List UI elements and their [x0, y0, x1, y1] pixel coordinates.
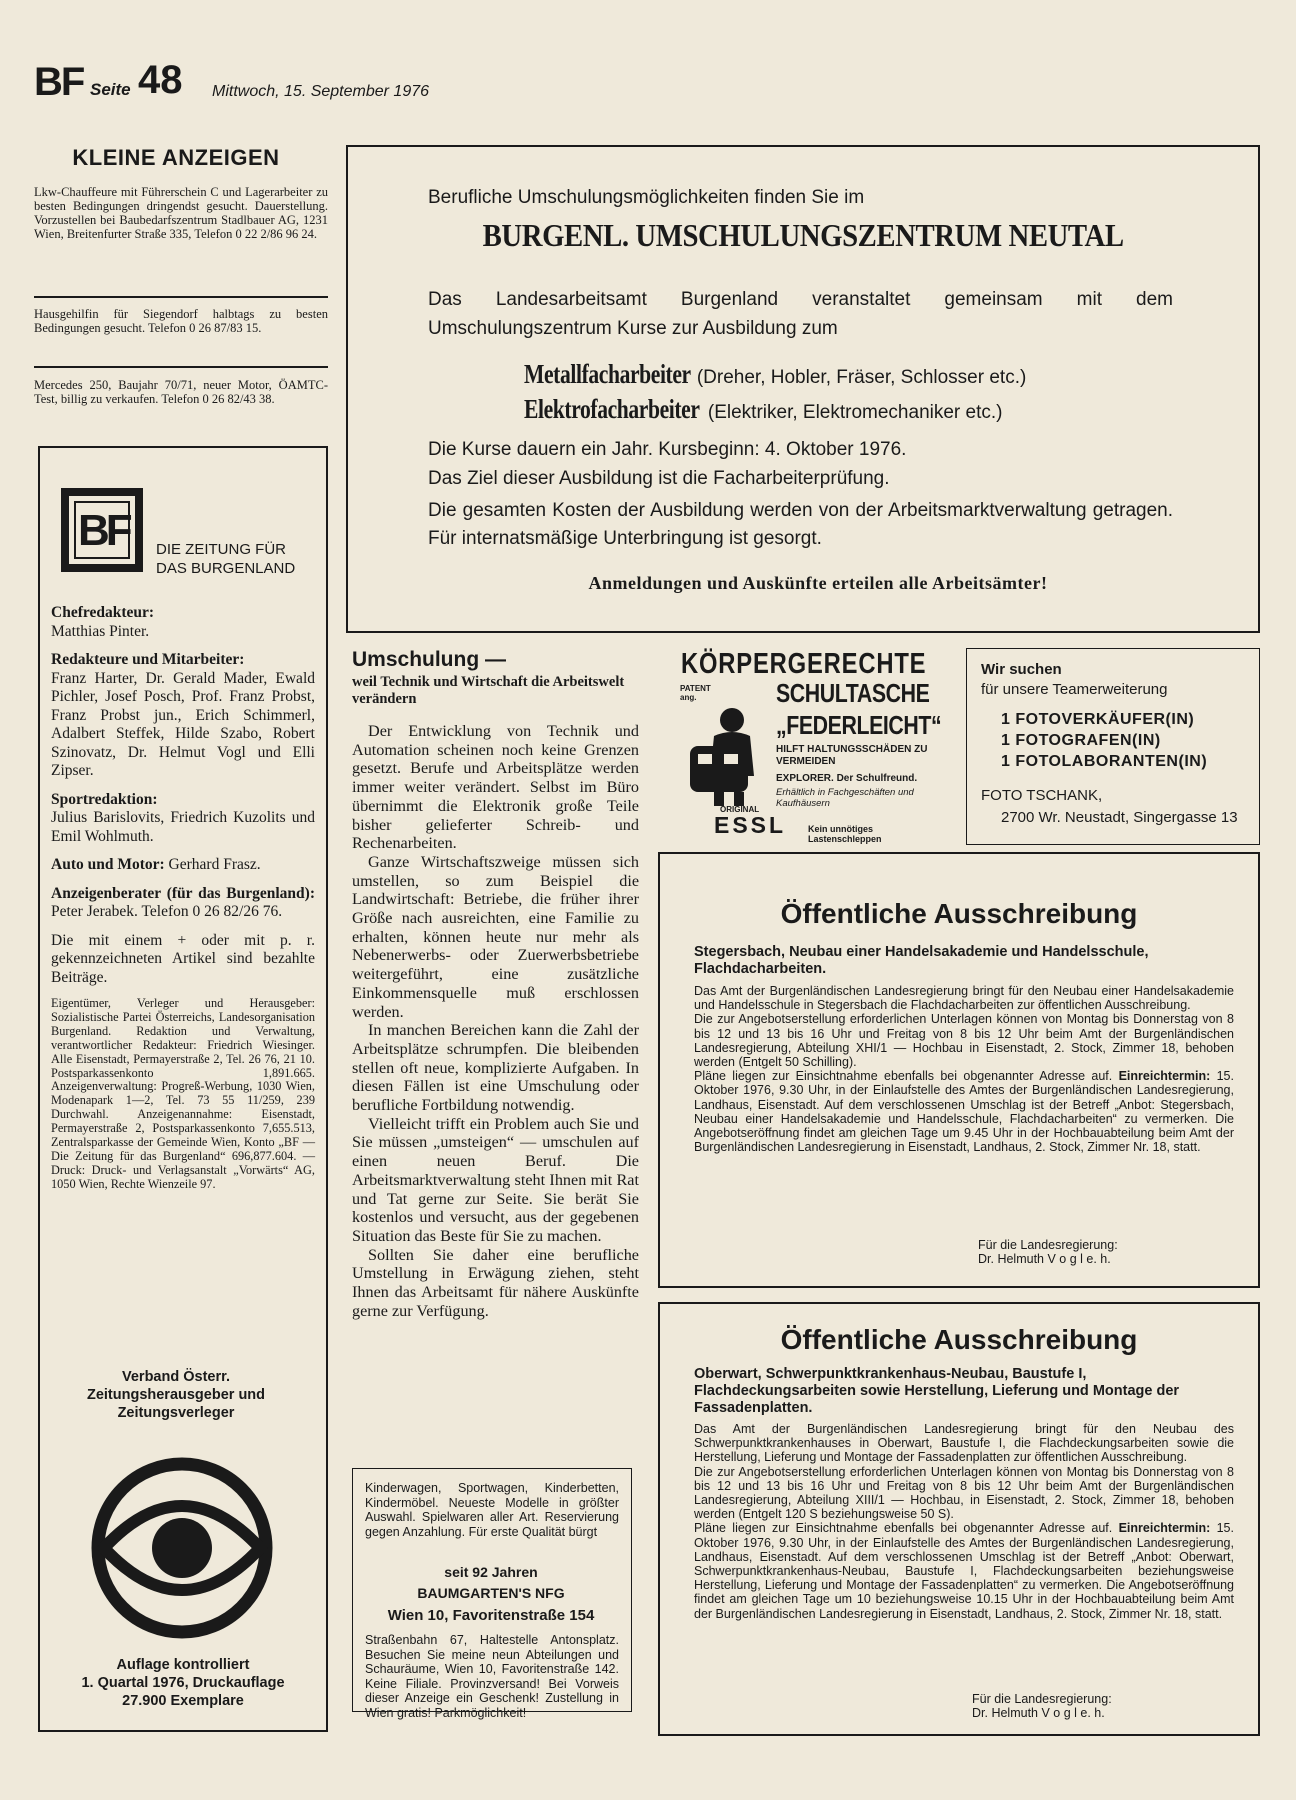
circulation-line-3: 27.900 Exemplare: [122, 1693, 244, 1709]
tender-oberwart: [658, 1302, 1260, 1736]
tender-stegersbach: [658, 852, 1260, 1288]
ads-advisor-label: Anzeigenberater (für das Burgenland):: [51, 884, 315, 902]
ads-advisor: [51, 885, 315, 922]
article-paragraph: Ganze Wirtschaftszweige müssen sich umstellen, so zum Beispiel die Landwirtschaft: Betriebe, die früher ihrer Größe nach ausreichten, eine Familie zu erhalten, können heute nur mehr als Nebenerwerbs- oder Zuerwerbsbetriebe weitergeführt, eine zusätzliche Einkommensquelle muß erschlossen werden.: [352, 852, 639, 1021]
article-paragraph: Der Entwicklung von Technik und Automation scheinen noch keine Grenzen gesetzt. Berufe und Arbeitsplätze werden immer weiter verändert. Selbst im Büro übernimmt die Elektronik große Teile bisher gelieferter Schreib- und Rechenarbeiten.: [352, 722, 639, 853]
baumgarten-address: Wien 10, Favoritenstraße 154: [387, 1607, 595, 1624]
divider: [34, 366, 328, 368]
tender-1-body: [694, 984, 1234, 1154]
job-1-detail: (Dreher, Hobler, Fräser, Schlosser etc.): [696, 367, 1027, 388]
classifieds-section: [34, 145, 328, 406]
ad-intro: Berufliche Umschulungsmöglichkeiten finden Sie im: [428, 187, 865, 208]
schultasche-line-1: KÖRPERGERECHTE: [681, 648, 927, 680]
schultasche-availability: Erhältlich in Fachgeschäften und Kaufhäusern: [776, 787, 914, 809]
page-label: Seite: [90, 80, 131, 99]
chef-name: Matthias Pinter.: [51, 622, 150, 640]
page-number: 48: [138, 58, 183, 102]
tender-2-subject: Oberwart, Schwerpunktkrankenhaus-Neubau, Baustufe I, Flachdeckungsarbeiten sowie Herstellung, Lieferung und Montage der Fassadenplatten.: [694, 1366, 1180, 1416]
article-body: [352, 722, 639, 1321]
job-1-title: Metallfacharbeiter: [524, 359, 691, 389]
issue-date: Mittwoch, 15. September 1976: [212, 83, 430, 100]
tender-2-p2: Die zur Angebotserstellung erforderlichen Unterlagen können von Montag bis Donnerstag von 8 bis 12 und 13 bis 16 Uhr und Freitag von 8 bis 12 Uhr beim Amt der Burgenländischen Landesregierung, Abteilung XIII/1 — Hochbau, in Eisenstadt, 2. Stock, Zimmer 18, behoben werden (Entgelt 120 S beziehungsweise 50 S).: [694, 1464, 1234, 1522]
impressum-box: [38, 446, 328, 1732]
tender-2-p3-text: 15. Oktober 1976, 9.30 Uhr, in der Einlaufstelle des Amtes der Burgenländischen Landesregierung, Landhaus, Eisenstadt. Auf dem verschlossenen Umschlag ist der Betreff „Anbot: Oberwart, Schwerpunktkrankenhaus-Neubau, Baustufe I, Flachdeckungsarbeiten beziehungsweise Herstellung, Lieferung und Montage der Fassadenplatten“ zu vermerken. Die Angebotseröffnung findet am gleichen Tage um 10 beziehungsweise 10.15 Uhr in der Hochbauabteilung beim Amt der Burgenländischen Landesregierung in Eisenstadt, Landhaus, 2. Stock, Zimmer Nr. 18, statt.: [694, 1521, 1234, 1621]
tender-1-p3-lead: Pläne liegen zur Einsichtnahme ebenfalls bei obgenannter Adresse auf.: [694, 1069, 1113, 1084]
auto-name: Gerhard Frasz.: [168, 856, 261, 873]
article-paragraph: In manchen Bereichen kann die Zahl der Arbeitsplätze schrumpfen. Die bleibenden stellen oft neue, komplizierte Aufgaben. In diesen Fällen ist eine Umschulung oder berufliche Fortbildung notwendig.: [352, 1021, 639, 1115]
child-with-schoolbag-illustration: [684, 706, 774, 806]
tagline-1: DIE ZEITUNG FÜR: [156, 541, 286, 558]
article-paragraph: Vielleicht trifft ein Problem auch Sie und Sie müssen „umsteigen“ — umschulen auf einen neuen Beruf. Die Arbeitsmarktverwaltung steht Ihnen mit Rat und Tat gerne zur Seite. Sie berät Sie kostenlos und versucht, aus der gegebenen Situation das Beste für Sie zu machen.: [352, 1114, 639, 1245]
schultasche-line-2: SCHULTASCHE: [776, 678, 930, 708]
job-line-1: [524, 359, 1026, 390]
ads-advisor-text: Peter Jerabek. Telefon 0 26 82/26 76.: [51, 903, 283, 920]
foto-ad-title: Wir suchen: [981, 661, 1062, 678]
classified-ad-1: Lkw-Chauffeure mit Führerschein C und Lagerarbeiter zu besten Bedingungen dringendst gesucht. Dauerstellung. Vorzustellen bei Baubedarfszentrum Stadlbauer AG, 1231 Wien, Breitenfurter Straße 335, Telefon 0 22 2/86 96 24.: [34, 185, 328, 241]
baumgarten-intro: Kinderwagen, Sportwagen, Kinderbetten, Kindermöbel. Neueste Modelle in größter Auswahl. Spielwaren aller Art. Reservierung gegen Anzahlung. Für erste Qualität bürgt: [365, 1481, 619, 1539]
article-umschulung: [352, 648, 639, 1321]
tender-1-p3-text: 15. Oktober 1976, 9.30 Uhr, in der Einlaufstelle des Amtes der Burgenländischen Landesregierung, Landhaus, Eisenstadt. Auf dem verschlossenen Umschlag ist der Betreff „Anbot: Stegersbach, Neubau einer Handelsakademie und Handelsschule, Flachdacharbeiten“ zu vermerken. Die Angebotseröffnung findet am gleichen Tage um 9.45 Uhr in der Hochbauabteilung beim Amt der Burgenländischen Landesregierung in Eisenstadt, Landhaus, 2. Stock, Zimmer Nr. 18, statt.: [694, 1069, 1234, 1155]
schultasche-ad: [676, 648, 946, 848]
tender-1-subject: Stegersbach, Neubau einer Handelsakademie und Handelsschule, Flachdacharbeiten.: [694, 944, 1149, 977]
ad-cta: Anmeldungen und Auskünfte erteilen alle Arbeitsämter!: [588, 573, 1048, 593]
essl-logo: ESSL: [714, 812, 787, 838]
foto-tschank-ad: [966, 648, 1260, 845]
foto-address: 2700 Wr. Neustadt, Singergasse 13: [1001, 809, 1238, 826]
baumgarten-ad: [352, 1468, 632, 1720]
article-paragraph: Sollten Sie daher eine berufliche Umstellung in Erwägung ziehen, steht Ihnen das Arbeitsamt für nähere Auskünfte gerne zur Verfügung.: [352, 1245, 639, 1320]
patent-note: PATENT ang.: [680, 684, 711, 702]
circulation-line-2: 1. Quartal 1976, Druckauflage: [81, 1675, 285, 1691]
foto-company: FOTO TSCHANK,: [981, 787, 1103, 804]
tender-1-signature-2: Dr. Helmuth V o g l e. h.: [978, 1252, 1111, 1266]
auto-label: Auto und Motor:: [51, 856, 165, 873]
tagline-2: DAS BURGENLAND: [156, 560, 296, 577]
tender-1-title: Öffentliche Ausschreibung: [780, 898, 1138, 929]
job-line-2: [524, 394, 1002, 425]
bf-logo: [61, 488, 143, 572]
verband-note: Verband Österr. Zeitungsherausgeber und Zeitungsverleger: [86, 1369, 266, 1421]
auto-line: [51, 856, 315, 875]
tender-2-signature-2: Dr. Helmuth V o g l e. h.: [972, 1706, 1105, 1720]
publisher-details: Eigentümer, Verleger und Herausgeber: Sozialistische Partei Österreichs, Landesorganisation Burgenland. Redaktion und Verwaltung, verantwortlicher Redakteur: Friedrich Wiesinger. Alle Eisenstadt, Permayerstraße 2, Tel. 26 76, 21 10. Postsparkassenkonto 1,891.665. Anzeigenverwaltung: Progreß-Werbung, 1030 Wien, Modenapark 1—2, Tel. 73 55 11/259, 239 Durchwahl. Anzeigenannahme: Eisenstadt, Permayerstraße 2, Postsparkassenkonto 7,655.513, Zentralsparkasse der Gemeinde Wien, Konto „BF — Die Zeitung für das Burgenland“ 696,877.604. — Druck: Druck- und Verlagsanstalt „Vorwärts“ AG, 1050 Wien, Rechte Wienzeile 97.: [51, 996, 315, 1191]
eye-logo-pupil: [152, 1518, 212, 1578]
tender-1-signature-1: Für die Landesregierung:: [978, 1238, 1118, 1252]
tender-2-signature-1: Für die Landesregierung:: [972, 1692, 1112, 1706]
foto-job-2: 1 FOTOGRAFEN(IN): [1001, 732, 1161, 749]
masthead: [34, 58, 474, 108]
masthead-logo: BF: [34, 60, 84, 104]
course-goal: Das Ziel dieser Ausbildung ist die Facharbeiterprüfung.: [428, 468, 890, 489]
tender-1-p3: [694, 1069, 1234, 1154]
article-subtitle: weil Technik und Wirtschaft die Arbeitswelt verändern: [352, 674, 625, 707]
schultasche-slogan: HILFT HALTUNGSSCHÄDEN ZU VERMEIDEN: [776, 744, 928, 767]
article-title: Umschulung —: [352, 648, 507, 671]
circulation-note: [40, 1656, 326, 1710]
impressum-staff: [51, 604, 315, 1192]
umschulungszentrum-ad: [346, 145, 1260, 633]
baumgarten-since: seit 92 Jahren: [444, 1564, 538, 1580]
baumgarten-name: BAUMGARTEN'S NFG: [417, 1585, 565, 1601]
tender-2-deadline-label: Einreichtermin:: [1118, 1521, 1211, 1536]
paid-articles-note: Die mit einem + oder mit p. r. gekennzeichneten Artikel sind bezahlte Beiträge.: [51, 931, 315, 986]
essl-original: ORIGINAL: [720, 805, 760, 814]
classified-ad-3: Mercedes 250, Baujahr 70/71, neuer Motor, ÖAMTC-Test, billig zu verkaufen. Telefon 0 26 82/43 38.: [34, 378, 328, 406]
job-2-title: Elektrofacharbeiter: [524, 394, 700, 424]
tender-2-p1: Das Amt der Burgenländischen Landesregierung bringt für den Neubau des Schwerpunktkrankenhauses in Oberwart, Baustufe I, die Flachdeckungsarbeiten sowie die Herstellung, Lieferung und Montage der Fassadenplatten zur öffentlichen Ausschreibung.: [694, 1422, 1234, 1465]
job-2-detail: (Elektriker, Elektromechaniker etc.): [707, 402, 1003, 423]
ad-headline: [348, 217, 1258, 254]
foto-job-3: 1 FOTOLABORANTEN(IN): [1001, 753, 1208, 770]
editors-label: Redakteure und Mitarbeiter:: [51, 651, 245, 668]
schultasche-line-3: „FEDERLEICHT“: [776, 710, 942, 740]
circulation-line-1: Auflage kontrolliert: [116, 1657, 250, 1673]
tender-1-p2: Die zur Angebotserstellung erforderlichen Unterlagen können von Montag bis Donnerstag von 8 bis 12 und 13 bis 16 Uhr und Freitag von 8 bis 12 Uhr beim Amt der Burgenländischen Landesregierung, Abteilung XHI/1 — Hochbau in Eisenstadt, 2. Stock, Zimmer 18, behoben werden (Entgelt 50 Schilling).: [694, 1012, 1234, 1070]
divider: [34, 296, 328, 298]
classified-ad-2: Hausgehilfin für Siegendorf halbtags zu besten Bedingungen gesucht. Telefon 0 26 87/83 15.: [34, 307, 328, 335]
essl-tagline: Kein unnötiges Lastenschleppen: [808, 824, 882, 844]
foto-ad-subtitle: für unsere Teamerweiterung: [981, 681, 1168, 698]
eye-logo: [90, 1456, 274, 1640]
tender-2-body: [694, 1422, 1234, 1621]
tender-1-deadline-label: Einreichtermin:: [1118, 1069, 1211, 1084]
classifieds-title: KLEINE ANZEIGEN: [72, 145, 280, 170]
course-duration: Die Kurse dauern ein Jahr. Kursbeginn: 4. Oktober 1976.: [428, 439, 907, 460]
tender-1-p1: Das Amt der Burgenländischen Landesregierung bringt für den Neubau einer Handelsakademie und Handelsschule in Stegersbach die Flachdacharbeiten zur öffentlichen Ausschreibung.: [694, 984, 1234, 1013]
foto-job-1: 1 FOTOVERKÄUFER(IN): [1001, 711, 1195, 728]
course-costs: Die gesamten Kosten der Ausbildung werden von der Arbeitsmarktverwaltung getragen. Für internatsmäßige Unterbringung ist gesorgt.: [428, 500, 1173, 549]
bf-logo-text: BF: [78, 506, 129, 555]
baumgarten-details: Straßenbahn 67, Haltestelle Antonsplatz. Besuchen Sie meine neun Abteilungen und Schauräume, Wien 10, Favoritenstraße 142. Keine Filiale. Provinzversand! Bei Vorweis dieser Anzeige ein Geschenk! Zustellung in Wien gratis! Parkmöglichkeit!: [365, 1633, 619, 1720]
chef-label: Chefredakteur:: [51, 604, 155, 621]
sport-label: Sportredaktion:: [51, 790, 158, 808]
ad-intro-paragraph: Das Landesarbeitsamt Burgenland veranstaltet gemeinsam mit dem Umschulungszentrum Kurse zur Ausbildung zum: [428, 289, 1173, 339]
tender-2-p3-lead: Pläne liegen zur Einsichtnahme ebenfalls bei obgenannter Adresse auf.: [694, 1521, 1113, 1536]
ad-headline-text: BURGENL. UMSCHULUNGSZENTRUM NEUTAL: [482, 217, 1124, 253]
tender-2-p3: [694, 1521, 1234, 1620]
editors-names: Franz Harter, Dr. Gerald Mader, Ewald Pichler, Josef Posch, Prof. Franz Probst, Franz Probst jun., Erich Schimmerl, Adalbert Steffek, Hilde Szabo, Robert Szinovatz, Dr. Helmut Vogl und Elli Zipser.: [51, 669, 315, 779]
schultasche-explorer: EXPLORER. Der Schulfreund.: [776, 773, 918, 784]
tender-2-title: Öffentliche Ausschreibung: [780, 1324, 1138, 1355]
sport-names: Julius Barislovits, Friedrich Kuzolits und Emil Wohlmuth.: [51, 809, 315, 845]
